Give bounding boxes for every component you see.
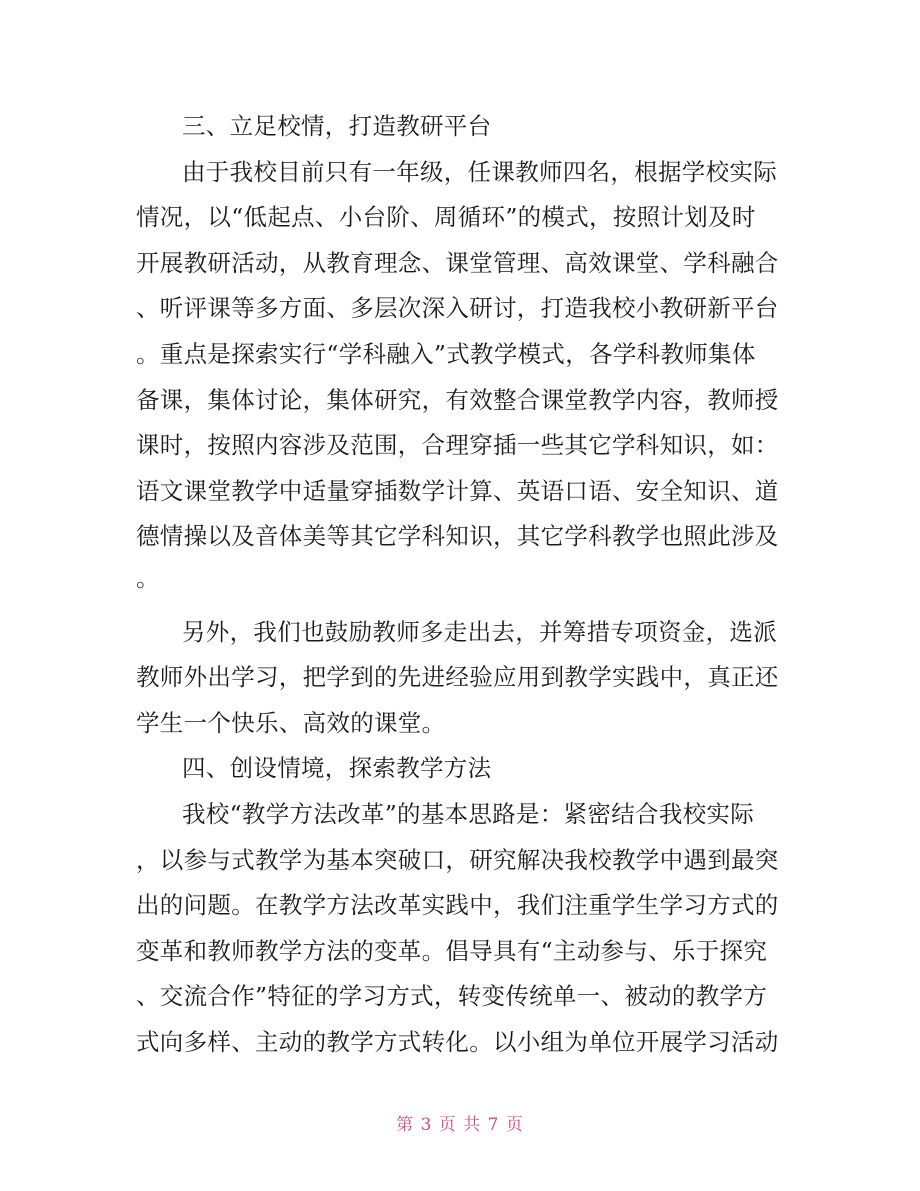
paragraph-line: 式向多样、主动的教学方式转化。以小组为单位开展学习活动: [136, 1028, 779, 1056]
paragraph-line: 、交流合作”特征的学习方式，转变传统单一、被动的教学方: [136, 982, 768, 1010]
paragraph-line: ，以参与式教学为基本突破口，研究解决我校教学中遇到最突: [136, 846, 779, 874]
paragraph-line: 变革和教师教学方法的变革。倡导具有“主动参与、乐于探究: [136, 937, 768, 965]
section-heading-3: 三、立足校情，打造教研平台: [182, 112, 492, 140]
paragraph-line: 、听评课等多方面、多层次深入研讨，打造我校小教研新平台: [136, 294, 779, 322]
paragraph-line: 。重点是探索实行“学科融入”式教学模式，各学科教师集体: [136, 340, 756, 368]
paragraph-line: 学生一个快乐、高效的课堂。: [136, 709, 446, 737]
paragraph-line: 另外，我们也鼓励教师多走出去，并筹措专项资金，选派: [182, 618, 777, 646]
paragraph-line: 开展教研活动，从教育理念、课堂管理、高效课堂、学科融合: [136, 249, 779, 277]
paragraph-line: 德情操以及音体美等其它学科知识，其它学科教学也照此涉及: [136, 522, 779, 550]
paragraph-line: 备课，集体讨论，集体研究，有效整合课堂教学内容，教师授: [136, 386, 779, 414]
paragraph-line: 教师外出学习，把学到的先进经验应用到教学实践中，真正还: [136, 663, 779, 691]
paragraph-line: 由于我校目前只有一年级，任课教师四名，根据学校实际: [182, 158, 777, 186]
paragraph-line: 出的问题。在教学方法改革实践中，我们注重学生学习方式的: [136, 891, 779, 919]
section-heading-4: 四、创设情境，探索教学方法: [182, 754, 492, 782]
paragraph-line: 我校“教学方法改革”的基本思路是：紧密结合我校实际: [182, 800, 755, 828]
paragraph-line: 。: [136, 564, 160, 592]
paragraph-line: 课时，按照内容涉及范围，合理穿插一些其它学科知识，如：: [136, 431, 779, 459]
paragraph-line: 情况，以“低起点、小台阶、周循环”的模式，按照计划及时: [136, 203, 756, 231]
page-number-footer: 第 3 页 共 7 页: [396, 1115, 524, 1135]
paragraph-line: 语文课堂教学中适量穿插数学计算、英语口语、安全知识、道: [136, 477, 779, 505]
